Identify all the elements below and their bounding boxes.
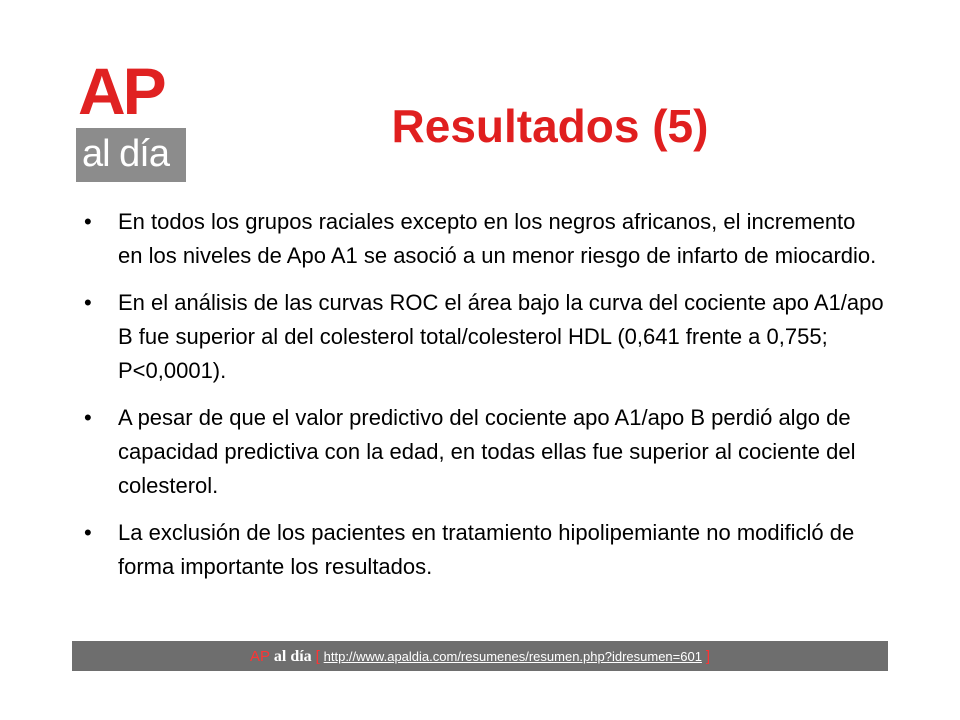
footer-aldia-text: al día [273, 648, 312, 665]
footer-bar [72, 641, 888, 671]
footer-ap-text: AP [249, 648, 270, 665]
bullet-item [84, 205, 884, 273]
bullet-marker: • [84, 209, 92, 234]
footer-source-link[interactable]: http://www.apaldia.com/resumenes/resumen.php?idresumen=601 [323, 649, 702, 664]
bullet-list [84, 205, 884, 597]
bullet-text: En el análisis de las curvas ROC el área bajo la curva del cociente apo A1/apo B fue superior al del colesterol total/colesterol HDL (0,641 frente a 0,755; P<0,0001). [118, 290, 884, 383]
footer-bracket-open: [ [315, 648, 320, 665]
footer-bracket-close: ] [705, 648, 710, 665]
bullet-text: La exclusión de los pacientes en tratamiento hipolipemiante no modificló de forma importante los resultados. [118, 520, 855, 579]
bullet-item [84, 401, 884, 503]
bullet-text: A pesar de que el valor predictivo del cociente apo A1/apo B perdió algo de capacidad predictiva con la edad, en todas ellas fue superior al cociente del colesterol. [118, 405, 856, 498]
bullet-marker: • [84, 405, 92, 430]
bullet-text: En todos los grupos raciales excepto en los negros africanos, el incremento en los niveles de Apo A1 se asoció a un menor riesgo de infarto de miocardio. [118, 209, 877, 268]
ap-al-dia-logo [76, 54, 186, 184]
slide-title: Resultados (5) [391, 100, 709, 152]
logo-ap-text: AP [78, 54, 164, 128]
bullet-marker: • [84, 520, 92, 545]
bullet-marker: • [84, 290, 92, 315]
logo-aldia-text: al día [82, 133, 169, 175]
bullet-item [84, 516, 884, 584]
logo-aldia-box [76, 128, 186, 182]
bullet-item [84, 286, 884, 388]
